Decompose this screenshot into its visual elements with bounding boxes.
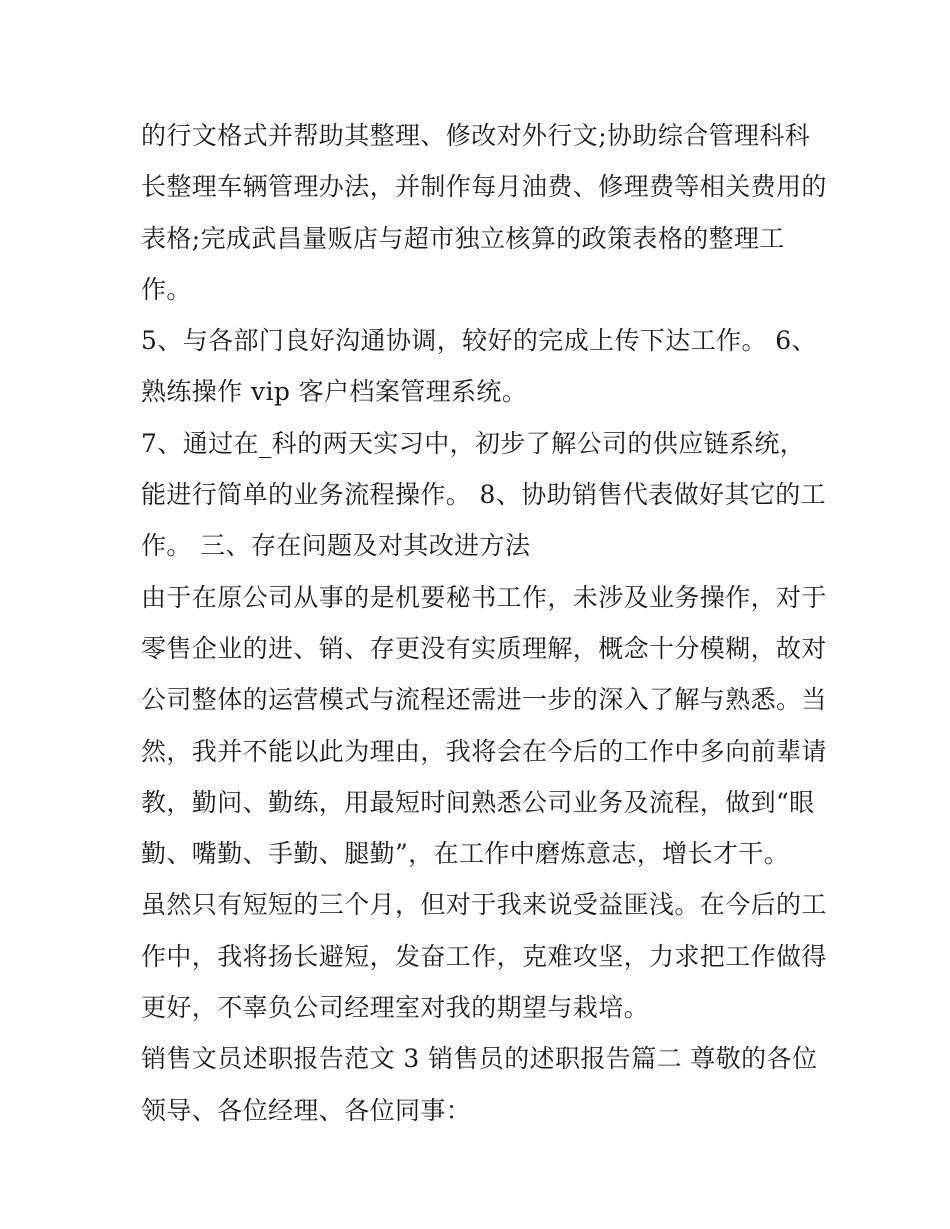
text-line: 的行文格式并帮助其整理、修改对外行文;协助综合管理科科 <box>141 121 811 150</box>
text-line: 作中，我将扬长避短，发奋工作，克难攻坚，力求把工作做得 <box>141 941 827 971</box>
text-line: 作。 三、存在问题及对其改进方法 <box>141 531 531 561</box>
document-body <box>141 110 827 1136</box>
text-line: 5、与各部门良好沟通协调，较好的完成上传下达工作。 6、 <box>141 326 817 356</box>
text-line: 由于在原公司从事的是机要秘书工作，未涉及业务操作，对于 <box>141 582 827 612</box>
text-line: 7、通过在_科的两天实习中，初步了解公司的供应链系统， <box>141 428 806 458</box>
text-line: 领导、各位经理、各位同事： <box>141 1095 472 1125</box>
text-line: 销售文员述职报告范文 3 销售员的述职报告篇二 尊敬的各位 <box>141 1044 818 1074</box>
text-line: 然，我并不能以此为理由，我将会在今后的工作中多向前辈请 <box>141 736 827 766</box>
text-line: 熟练操作 vip 客户档案管理系统。 <box>141 377 528 407</box>
text-line: 能进行简单的业务流程操作。 8、协助销售代表做好其它的工 <box>141 480 827 510</box>
text-line: 作。 <box>141 274 192 304</box>
text-line: 更好，不辜负公司经理室对我的期望与栽培。 <box>141 993 650 1023</box>
text-line: 零售企业的进、销、存更没有实质理解，概念十分模糊，故对 <box>141 633 827 663</box>
text-line: 公司整体的运营模式与流程还需进一步的深入了解与熟悉。当 <box>141 685 827 715</box>
text-line: 长整理车辆管理办法，并制作每月油费、修理费等相关费用的 <box>141 172 827 202</box>
text-line: 教，勤问、勤练，用最短时间熟悉公司业务及流程，做到“眼 <box>141 787 815 817</box>
text-line: 勤、嘴勤、手勤、腿勤”，在工作中磨炼意志，增长才干。 <box>141 839 790 869</box>
text-line: 虽然只有短短的三个月，但对于我来说受益匪浅。在今后的工 <box>141 890 827 920</box>
text-line: 表格;完成武昌量贩店与超市独立核算的政策表格的整理工 <box>141 223 785 253</box>
